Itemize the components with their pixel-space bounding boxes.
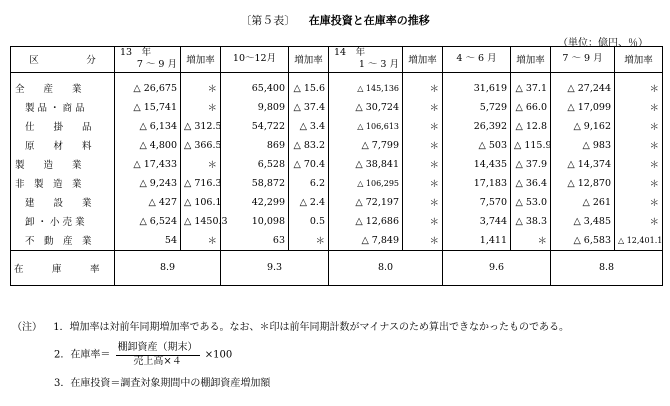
- increase-rate-cell: △ 83.2: [289, 136, 329, 155]
- table-title-text: 在庫投資と在庫率の推移: [308, 14, 430, 27]
- increase-rate-cell: △ 2.4: [289, 193, 329, 212]
- inventory-ratio-value: 9.6: [443, 250, 551, 285]
- header-category: 区 分: [11, 47, 115, 73]
- row-label: 卸 ・ 小 売 業: [11, 212, 115, 231]
- inventory-ratio-value: 9.3: [221, 250, 329, 285]
- table-row: [11, 174, 663, 193]
- increase-rate-cell: △ 716.3: [181, 174, 221, 193]
- header-jul-sep-2: 7 ～ 9 月: [551, 47, 615, 73]
- value-cell: △ 12,870: [567, 177, 611, 189]
- value-cell: △ 9,243: [139, 177, 177, 189]
- value-cell: △ 503: [478, 139, 507, 151]
- increase-rate-cell: △ 66.0: [511, 98, 551, 117]
- value-cell: 42,299: [251, 196, 285, 208]
- header-year-13: 13 年: [120, 47, 152, 58]
- value-cell: 63: [272, 234, 285, 246]
- header-q-jan-mar: 1 ～ 3 月: [358, 59, 399, 71]
- value-cell: △ 17,099: [567, 101, 611, 113]
- increase-rate-cell: ＊: [181, 231, 221, 251]
- table-row: [11, 212, 663, 231]
- table-row: [11, 136, 663, 155]
- increase-rate-cell: ＊: [403, 117, 443, 136]
- header-increase-rate: 増加率: [615, 47, 663, 73]
- unit-note: （単位：億円、％）: [558, 38, 648, 49]
- increase-rate-cell: ＊: [403, 98, 443, 117]
- value-cell: △ 72,197: [355, 196, 399, 208]
- increase-rate-cell: △ 15.6: [289, 72, 329, 98]
- value-cell: △ 106,295: [357, 178, 399, 188]
- value-cell: △ 427: [148, 196, 177, 208]
- value-cell: △ 7,849: [361, 234, 399, 246]
- row-label: 仕 掛 品: [11, 117, 115, 136]
- increase-rate-cell: ＊: [403, 72, 443, 98]
- value-cell: 14,435: [473, 158, 507, 170]
- value-cell: △ 4,800: [139, 139, 177, 151]
- increase-rate-cell: ＊: [615, 174, 663, 193]
- value-cell: △ 7,799: [361, 139, 399, 151]
- table-row: [11, 155, 663, 174]
- increase-rate-cell: △ 37.4: [289, 98, 329, 117]
- row-label: 建 設 業: [11, 193, 115, 212]
- header-oct-dec: 10～12月: [221, 47, 289, 73]
- increase-rate-cell: ＊: [181, 155, 221, 174]
- value-cell: △ 14,374: [567, 158, 611, 170]
- formula-denominator: 売上高×４: [133, 355, 182, 367]
- value-cell: △ 106,613: [357, 121, 399, 131]
- note-2-tail: ×100: [204, 349, 233, 361]
- increase-rate-cell: △ 12,401.1: [615, 231, 663, 251]
- inventory-ratio-label: 在 庫 率: [11, 250, 115, 285]
- value-cell: 54: [164, 234, 177, 246]
- table-title: [0, 12, 670, 28]
- row-label: 全 産 業: [11, 72, 115, 98]
- value-cell: 869: [266, 139, 285, 151]
- value-cell: 58,872: [251, 177, 285, 189]
- header-14-jan-mar: [329, 47, 403, 73]
- value-cell: △ 15,741: [133, 101, 177, 113]
- row-label: 製 造 業: [11, 155, 115, 174]
- increase-rate-cell: ＊: [615, 193, 663, 212]
- value-cell: △ 145,136: [357, 83, 399, 93]
- increase-rate-cell: △ 37.9: [511, 155, 551, 174]
- inventory-ratio-formula: [116, 342, 200, 368]
- increase-rate-cell: ＊: [403, 174, 443, 193]
- table-row: [11, 193, 663, 212]
- increase-rate-cell: △ 106.1: [181, 193, 221, 212]
- value-cell: △ 30,724: [355, 101, 399, 113]
- note-2-lead: 2．在庫率＝: [54, 349, 111, 361]
- note-1-text: 1．増加率は対前年同期増加率である。なお、＊印は前年同期計数がマイナスのため算出できなかったものである。: [53, 322, 569, 333]
- value-cell: △ 6,583: [573, 234, 611, 246]
- value-cell: 9,809: [257, 101, 285, 113]
- increase-rate-cell: ＊: [615, 136, 663, 155]
- table-row: [11, 231, 663, 251]
- increase-rate-cell: ＊: [289, 231, 329, 251]
- table-number: 〔第５表〕: [240, 14, 296, 27]
- increase-rate-cell: ＊: [181, 72, 221, 98]
- header-increase-rate: 増加率: [403, 47, 443, 73]
- table-row: [11, 72, 663, 98]
- increase-rate-cell: △ 70.4: [289, 155, 329, 174]
- value-cell: 7,570: [479, 196, 507, 208]
- value-cell: 6,528: [257, 158, 285, 170]
- increase-rate-cell: △ 53.0: [511, 193, 551, 212]
- increase-rate-cell: ＊: [615, 98, 663, 117]
- value-cell: 3,744: [479, 215, 507, 227]
- increase-rate-cell: ＊: [181, 98, 221, 117]
- value-cell: 54,722: [251, 120, 285, 132]
- increase-rate-cell: △ 312.5: [181, 117, 221, 136]
- increase-rate-cell: △ 1450.3: [181, 212, 221, 231]
- inventory-table: [10, 46, 663, 286]
- increase-rate-cell: ＊: [403, 231, 443, 251]
- increase-rate-cell: ＊: [615, 117, 663, 136]
- formula-numerator: 棚卸資産（期末）: [116, 342, 200, 356]
- increase-rate-cell: △ 115.9: [511, 136, 551, 155]
- value-cell: 31,619: [473, 82, 507, 94]
- header-13-jul-sep: [115, 47, 181, 73]
- increase-rate-cell: ＊: [615, 155, 663, 174]
- value-cell: △ 261: [582, 196, 611, 208]
- header-q-jul-sep: 7 ～ 9 月: [136, 59, 177, 71]
- value-cell: △ 26,675: [133, 82, 177, 94]
- inventory-ratio-row: [11, 250, 663, 285]
- row-label: 原 材 料: [11, 136, 115, 155]
- value-cell: △ 17,433: [133, 158, 177, 170]
- row-label: 不 動 産 業: [11, 231, 115, 251]
- inventory-ratio-value: 8.0: [329, 250, 443, 285]
- table-row: [11, 98, 663, 117]
- value-cell: 65,400: [251, 82, 285, 94]
- value-cell: 10,098: [251, 215, 285, 227]
- value-cell: △ 38,841: [355, 158, 399, 170]
- note-2: [54, 342, 232, 368]
- increase-rate-cell: △ 38.3: [511, 212, 551, 231]
- header-apr-jun: 4 ～ 6 月: [443, 47, 511, 73]
- increase-rate-cell: △ 12.8: [511, 117, 551, 136]
- value-cell: 5,729: [479, 101, 507, 113]
- value-cell: 1,411: [479, 234, 507, 246]
- increase-rate-cell: 0.5: [289, 212, 329, 231]
- value-cell: △ 6,524: [139, 215, 177, 227]
- increase-rate-cell: △ 37.1: [511, 72, 551, 98]
- value-cell: △ 3,485: [573, 215, 611, 227]
- increase-rate-cell: ＊: [615, 72, 663, 98]
- header-year-14: 14 年: [334, 47, 366, 58]
- inventory-ratio-value: 8.9: [115, 250, 221, 285]
- header-increase-rate: 増加率: [289, 47, 329, 73]
- increase-rate-cell: 6.2: [289, 174, 329, 193]
- increase-rate-cell: △ 366.5: [181, 136, 221, 155]
- increase-rate-cell: ＊: [403, 155, 443, 174]
- increase-rate-cell: ＊: [403, 193, 443, 212]
- header-increase-rate: 増加率: [511, 47, 551, 73]
- note-1: [12, 322, 569, 335]
- header-increase-rate: 増加率: [181, 47, 221, 73]
- row-label: 非 製 造 業: [11, 174, 115, 193]
- value-cell: △ 12,686: [355, 215, 399, 227]
- note-prefix: （注）: [12, 322, 42, 333]
- value-cell: △ 27,244: [567, 82, 611, 94]
- table-header: [11, 47, 663, 73]
- increase-rate-cell: ＊: [403, 212, 443, 231]
- value-cell: 26,392: [473, 120, 507, 132]
- increase-rate-cell: ＊: [615, 212, 663, 231]
- increase-rate-cell: △ 36.4: [511, 174, 551, 193]
- table-row: [11, 117, 663, 136]
- increase-rate-cell: △ 3.4: [289, 117, 329, 136]
- inventory-ratio-value: 8.8: [551, 250, 663, 285]
- value-cell: △ 983: [582, 139, 611, 151]
- increase-rate-cell: ＊: [403, 136, 443, 155]
- value-cell: △ 6,134: [139, 120, 177, 132]
- value-cell: 17,183: [473, 177, 507, 189]
- value-cell: △ 9,162: [573, 120, 611, 132]
- note-3: 3．在庫投資＝調査対象期間中の棚卸資産増加額: [54, 378, 271, 389]
- row-label: 製 品 ・ 商 品: [11, 98, 115, 117]
- increase-rate-cell: ＊: [511, 231, 551, 251]
